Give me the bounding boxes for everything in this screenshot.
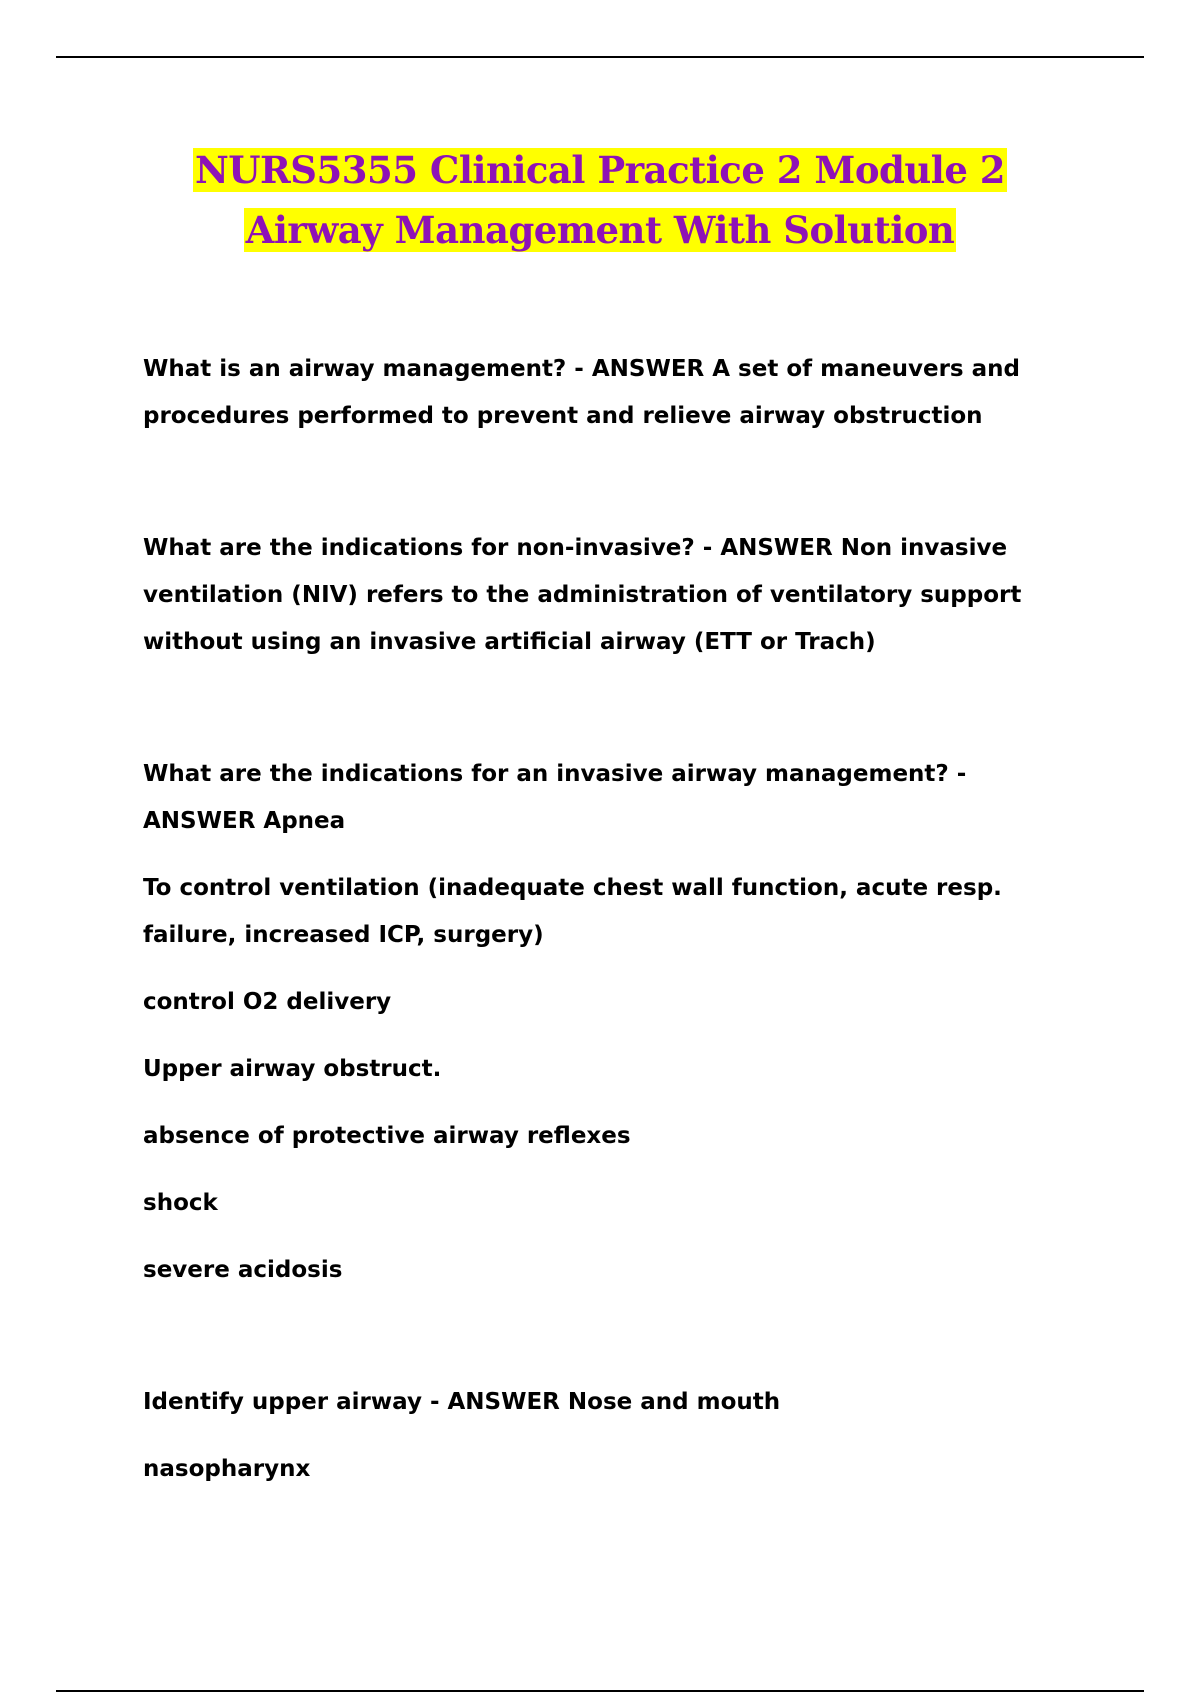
answer-item: absence of protective airway reflexes	[143, 1123, 631, 1149]
answer-item: shock	[143, 1190, 218, 1216]
title-line-1: NURS5355 Clinical Practice 2 Module 2	[194, 148, 1006, 192]
answer-item: Upper airway obstruct.	[143, 1056, 442, 1082]
top-rule	[56, 56, 1144, 58]
title-line-2: Airway Management With Solution	[245, 208, 955, 252]
qa-paragraph: Identify upper airway - ANSWER Nose and mouth	[143, 1389, 781, 1415]
document-title	[0, 140, 1200, 260]
answer-item: To control ventilation (inadequate chest wall function, acute resp. failure, increased ICP, surgery)	[143, 875, 1002, 948]
qa-paragraph: What are the indications for non-invasive? - ANSWER Non invasive ventilation (NIV) refers to the administration of ventilatory support without using an invasive artificial airway (ETT or Trach)	[143, 535, 1022, 655]
document-body	[143, 346, 1083, 1493]
qa-paragraph: What is an airway management? - ANSWER A set of maneuvers and procedures performed to prevent and relieve airway obstruction	[143, 356, 1020, 429]
answer-item: control O2 delivery	[143, 989, 392, 1015]
qa-paragraph: What are the indications for an invasive airway management? - ANSWER Apnea	[143, 761, 967, 834]
answer-item: nasopharynx	[143, 1456, 311, 1482]
bottom-rule	[56, 1690, 1144, 1692]
answer-item: severe acidosis	[143, 1257, 343, 1283]
